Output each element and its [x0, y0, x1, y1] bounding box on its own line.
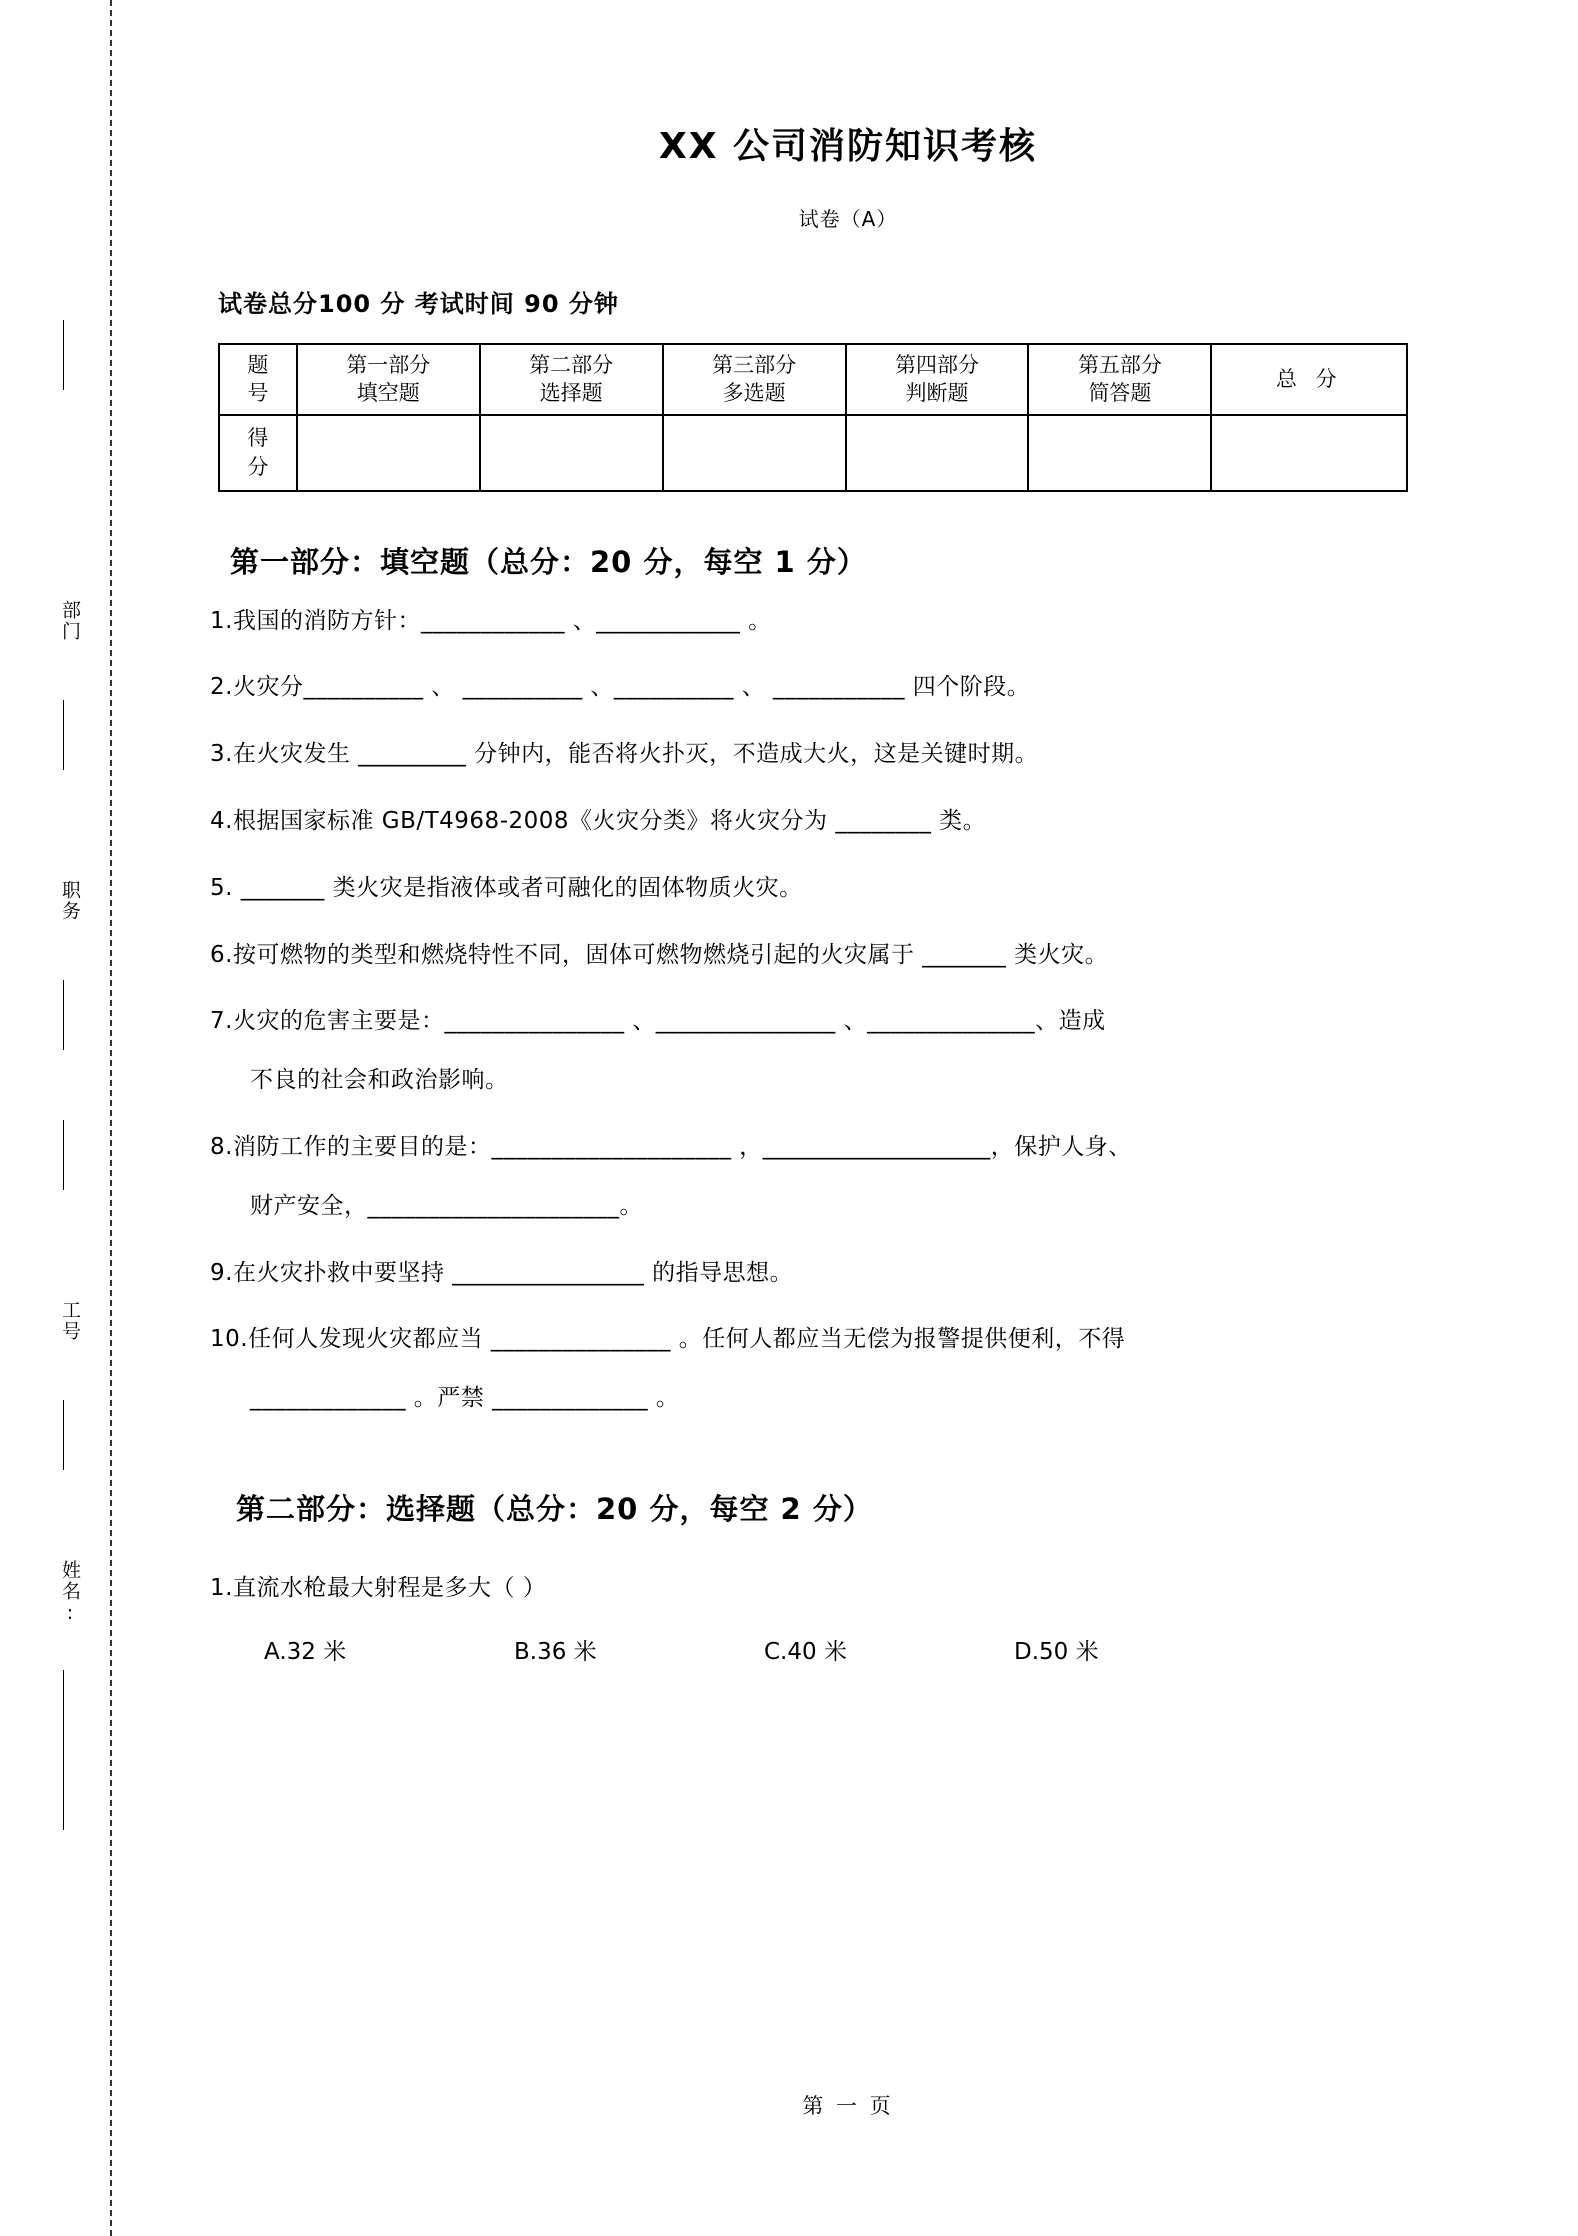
score-cell-4[interactable] [846, 415, 1029, 491]
question-1-2: 2.火灾分__________ 、 __________ 、__________ 、 ___________ 四个阶段。 [210, 674, 1031, 701]
score-table [218, 343, 1408, 492]
col-2-line-2: 选择题 [539, 381, 603, 406]
score-cell-2[interactable] [480, 415, 663, 491]
col-2-line-1: 第二部分 [529, 353, 614, 377]
question-1-1: 1.我国的消防方针：____________ 、____________ 。 [210, 607, 772, 634]
col-4-line-1: 第四部分 [895, 353, 980, 377]
table-row-score [219, 415, 1407, 491]
page-subtitle: 试卷（A） [798, 207, 898, 231]
margin-label-position: 职务 [59, 880, 81, 922]
score-table-col-4 [846, 344, 1029, 415]
col-1-line-1: 第一部分 [346, 353, 431, 377]
question-1-9: 9.在火灾扑救中要坚持 ________________ 的指导思想。 [210, 1259, 794, 1286]
margin-rule-2 [63, 700, 64, 770]
binding-margin [0, 0, 118, 2236]
score-table-row-label-score [219, 415, 297, 491]
question-2-1-choices [264, 1633, 1414, 1666]
col-3-line-2: 多选题 [722, 381, 786, 406]
col-3-line-1: 第三部分 [712, 353, 797, 377]
margin-label-employee-id: 工号 [59, 1300, 81, 1342]
col-4-line-2: 判断题 [905, 381, 969, 406]
dashed-fold-line [110, 0, 112, 2236]
margin-rule-3 [63, 980, 64, 1050]
page-footer: 第 一 页 [802, 2094, 894, 2118]
choice-c[interactable]: C.40 米 [764, 1638, 847, 1665]
choice-d[interactable]: D.50 米 [1014, 1638, 1099, 1665]
score-table-col-3 [663, 344, 846, 415]
page-title: XX 公司消防知识考核 [658, 126, 1038, 167]
exam-score-note: 试卷总分100 分 考试时间 90 分钟 [218, 290, 619, 318]
margin-rule-1 [63, 320, 64, 390]
question-1-4: 4.根据国家标准 GB/T4968-2008《火灾分类》将火灾分为 ________ 类。 [210, 808, 987, 835]
label-line-2: 号 [247, 381, 269, 406]
question-1-5: 5. _______ 类火灾是指液体或者可融化的固体物质火灾。 [210, 874, 803, 901]
question-1-7: 7.火灾的危害主要是：_______________ 、_______________ 、______________、造成 [210, 1008, 1106, 1035]
margin-rule-6 [63, 1670, 64, 1830]
score-table-col-5 [1028, 344, 1211, 415]
question-1-7-cont: 不良的社会和政治影响。 [250, 1067, 509, 1094]
col-5-line-2: 简答题 [1088, 381, 1152, 406]
question-1-6: 6.按可燃物的类型和燃烧特性不同，固体可燃物燃烧引起的火灾属于 _______ 类火灾。 [210, 941, 1109, 968]
score-table-row-label-number [219, 344, 297, 415]
choice-a[interactable]: A.32 米 [264, 1638, 347, 1665]
section-heading-2: 第二部分：选择题（总分：20 分，每空 2 分） [236, 1492, 873, 1527]
section-heading-1: 第一部分：填空题（总分：20 分，每空 1 分） [230, 544, 867, 579]
table-row-header [219, 344, 1407, 415]
score-table-col-1 [297, 344, 480, 415]
label-line-1: 题 [247, 353, 269, 377]
score-label-line-1: 得 [247, 426, 269, 451]
question-1-10-cont: _____________ 。严禁 _____________ 。 [250, 1385, 680, 1412]
score-cell-3[interactable] [663, 415, 846, 491]
margin-rule-4 [63, 1120, 64, 1190]
question-1-3: 3.在火灾发生 _________ 分钟内，能否将火扑灭，不造成大火，这是关键时期。 [210, 741, 1039, 768]
choice-b[interactable]: B.36 米 [514, 1638, 597, 1665]
score-label-line-2: 分 [247, 454, 269, 479]
score-table-total-header: 总 分 [1211, 344, 1407, 415]
col-5-line-1: 第五部分 [1077, 353, 1162, 377]
question-1-8: 8.消防工作的主要目的是：____________________ ，___________________，保护人身、 [210, 1134, 1132, 1161]
score-table-col-2 [480, 344, 663, 415]
question-2-1: 1.直流水枪最大射程是多大（ ） [210, 1575, 547, 1602]
question-1-8-cont: 财产安全，_____________________。 [250, 1192, 643, 1219]
margin-rule-5 [63, 1400, 64, 1470]
score-cell-total[interactable] [1211, 415, 1407, 491]
question-1-10: 10.任何人发现火灾都应当 _______________ 。任何人都应当无偿为报警提供便利，不得 [210, 1326, 1126, 1353]
margin-label-department: 部门 [59, 600, 81, 642]
score-cell-5[interactable] [1028, 415, 1211, 491]
score-cell-1[interactable] [297, 415, 480, 491]
col-1-line-2: 填空题 [356, 381, 420, 406]
exam-page [118, 0, 1578, 2236]
margin-label-name: 姓名: [59, 1560, 81, 1626]
